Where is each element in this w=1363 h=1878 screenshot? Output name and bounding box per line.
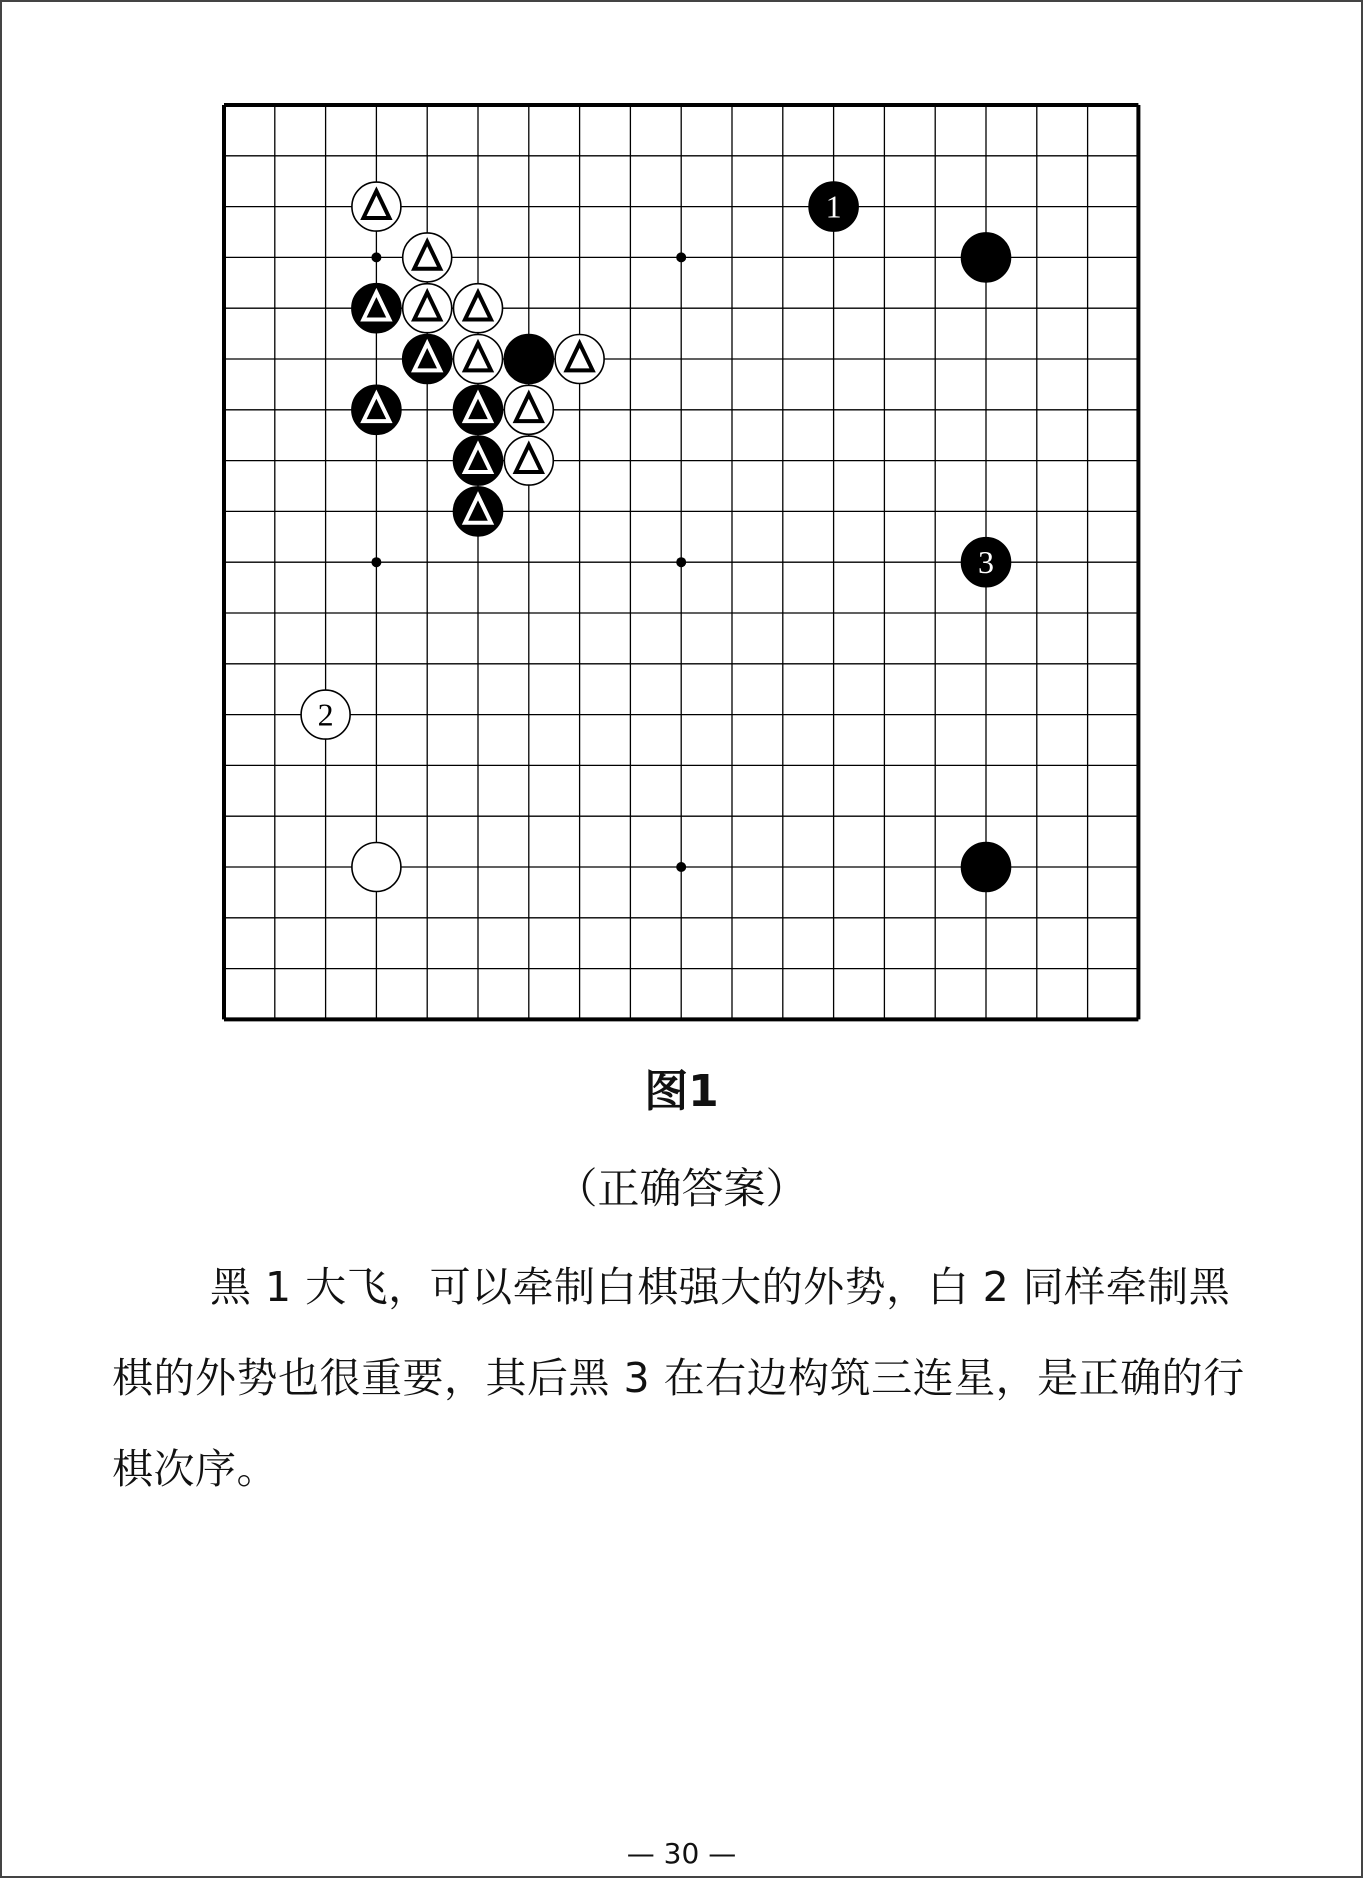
star-point bbox=[371, 252, 381, 262]
star-point bbox=[676, 557, 686, 567]
black-stone bbox=[962, 233, 1011, 282]
black-stone bbox=[962, 843, 1011, 892]
figure-title: 图1 bbox=[644, 1066, 719, 1117]
white-stone bbox=[352, 843, 401, 892]
move-number-label: 2 bbox=[317, 696, 334, 733]
page-number: — 30 — bbox=[626, 1837, 737, 1870]
star-point bbox=[371, 557, 381, 567]
star-point bbox=[676, 252, 686, 262]
star-point bbox=[676, 862, 686, 872]
move-number-label: 1 bbox=[825, 188, 842, 225]
black-stone bbox=[504, 335, 553, 384]
move-number-label: 3 bbox=[978, 544, 994, 581]
body-paragraph: 黑 1 大飞，可以牵制白棋强大的外势，白 2 同样牵制黑棋的外势也很重要，其后黑 3 在右边构筑三连星，是正确的行棋次序。 bbox=[112, 1263, 1245, 1493]
go-board-svg bbox=[221, 102, 1143, 1025]
go-board bbox=[221, 102, 1143, 1025]
figure-subtitle: （正确答案） bbox=[555, 1164, 808, 1213]
